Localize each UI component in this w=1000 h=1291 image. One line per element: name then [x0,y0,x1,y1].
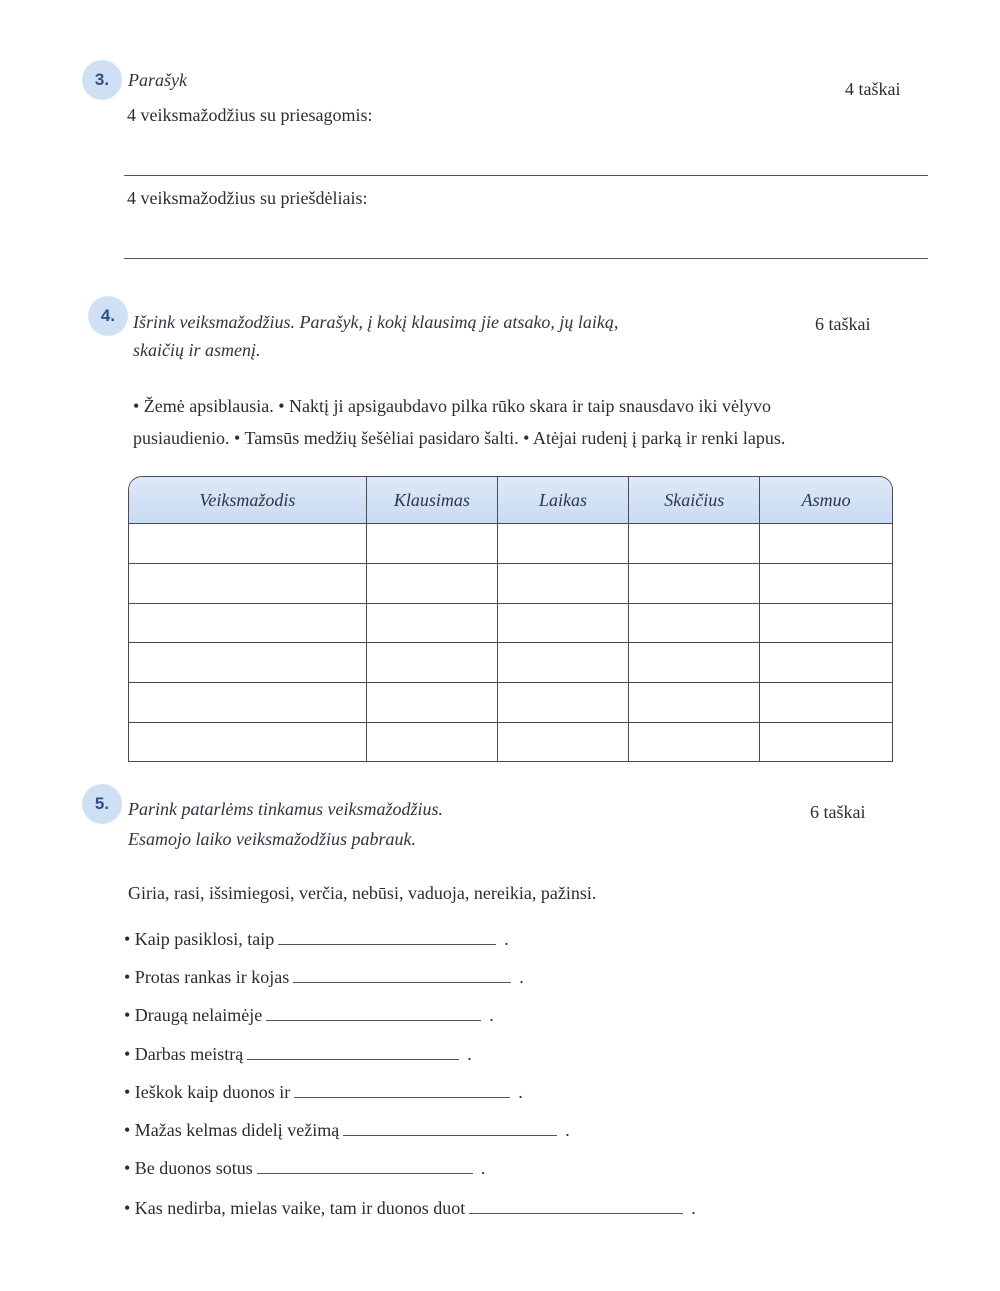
proverb-text: • Kas nedirba, mielas vaike, tam ir duonos duot [124,1198,466,1218]
proverb-blank-input[interactable] [343,1117,557,1136]
task-3-number-badge: 3. [82,60,122,100]
cell-verb [129,603,366,643]
proverb-text: • Ieškok kaip duonos ir [124,1082,291,1102]
number-cell-input[interactable] [629,723,759,761]
suffix-verbs-input[interactable] [124,148,928,176]
proverb-blank-input[interactable] [293,964,511,983]
cell-number [629,524,760,564]
period-mark: . [467,1044,472,1064]
cell-person [760,563,892,603]
cell-person [760,722,892,761]
column-header-number: Skaičius [629,477,760,524]
cell-question [366,563,497,603]
cell-tense [497,683,628,723]
task-4-text-line-1: • Žemė apsiblausia. • Naktį ji apsigaubdavo pilka rūko skara ir taip snausdavo iki vėlyvo [133,396,771,416]
table-row [129,722,892,761]
word-bank: Giria, rasi, išsimiegosi, verčia, nebūsi, vaduoja, nereikia, pažinsi. [128,883,597,903]
period-mark: . [519,967,524,987]
task-4-points: 6 taškai [815,314,871,334]
table-row [129,524,892,564]
answer-line [124,175,928,176]
cell-number [629,683,760,723]
proverb-item [124,1155,485,1180]
cell-number [629,643,760,683]
proverb-blank-input[interactable] [266,1002,481,1021]
verb-cell-input[interactable] [129,524,366,563]
task-4-instruction-line-2: skaičių ir asmenį. [133,340,261,360]
proverb-item [124,964,524,989]
proverb-text: • Darbas meistrą [124,1044,244,1064]
cell-number [629,563,760,603]
period-mark: . [489,1005,494,1025]
column-header-verb: Veiksmažodis [129,477,366,524]
cell-person [760,683,892,723]
tense-cell-input[interactable] [498,524,628,563]
cell-question [366,683,497,723]
column-header-tense: Laikas [497,477,628,524]
period-mark: . [480,1158,486,1178]
verb-cell-input[interactable] [129,604,366,643]
proverb-text: • Protas rankas ir kojas [124,967,290,987]
cell-verb [129,524,366,564]
cell-question [366,603,497,643]
person-cell-input[interactable] [760,683,892,722]
period-mark: . [691,1198,696,1218]
cell-verb [129,643,366,683]
cell-question [366,643,497,683]
proverb-blank-input[interactable] [247,1041,459,1060]
answer-line [124,258,928,259]
proverb-item [124,1079,523,1104]
question-cell-input[interactable] [367,723,497,761]
period-mark: . [518,1082,523,1102]
task-4-text-line-2: pusiaudienio. • Tamsūs medžių šešėliai pasidaro šalti. • Atėjai rudenį į parką ir renki lapus. [133,428,786,448]
task-3-points: 4 taškai [845,79,901,99]
proverb-text: • Draugą nelaimėje [124,1005,263,1025]
question-cell-input[interactable] [367,683,497,722]
number-cell-input[interactable] [629,604,759,643]
cell-number [629,722,760,761]
proverb-text: • Be duonos sotus [124,1158,253,1178]
task-5-number-badge: 5. [82,784,122,824]
cell-question [366,524,497,564]
task-3-title: Parašyk [128,70,187,90]
task-4-instruction-line-1: Išrink veiksmažodžius. Parašyk, į kokį klausimą jie atsako, jų laiką, [133,312,619,332]
verb-cell-input[interactable] [129,564,366,603]
task-5-instruction-line-1: Parink patarlėms tinkamus veiksmažodžius. [128,799,443,819]
verb-analysis-table [128,476,893,762]
period-mark: . [565,1120,570,1140]
table-row [129,563,892,603]
question-cell-input[interactable] [367,604,497,643]
person-cell-input[interactable] [760,524,892,563]
cell-person [760,643,892,683]
table-row [129,683,892,723]
cell-tense [497,563,628,603]
person-cell-input[interactable] [760,643,892,682]
cell-verb [129,683,366,723]
question-cell-input[interactable] [367,564,497,603]
verb-cell-input[interactable] [129,723,366,761]
proverb-blank-input[interactable] [469,1195,683,1214]
person-cell-input[interactable] [760,604,892,643]
proverb-item [124,926,509,951]
verb-cell-input[interactable] [129,683,366,722]
number-cell-input[interactable] [629,683,759,722]
cell-person [760,524,892,564]
column-header-person: Asmuo [760,477,892,524]
task-5-points: 6 taškai [810,802,866,822]
person-cell-input[interactable] [760,564,892,603]
cell-tense [497,603,628,643]
proverb-text: • Mažas kelmas didelį vežimą [124,1120,340,1140]
cell-person [760,603,892,643]
cell-tense [497,643,628,683]
tense-cell-input[interactable] [498,564,628,603]
task-3-prompt-prefixes: 4 veiksmažodžius su priešdėliais: [127,188,368,208]
question-cell-input[interactable] [367,643,497,682]
table-row [129,643,892,683]
proverb-blank-input[interactable] [278,926,496,945]
proverb-item [124,1117,570,1142]
table-row [129,603,892,643]
proverb-blank-input[interactable] [257,1155,473,1174]
task-5-instruction-line-2: Esamojo laiko veiksmažodžius pabrauk. [128,829,416,849]
cell-verb [129,563,366,603]
number-cell-input[interactable] [629,564,759,603]
proverb-item [124,1195,696,1220]
tense-cell-input[interactable] [498,723,628,761]
number-cell-input[interactable] [629,524,759,563]
prefix-verbs-input[interactable] [124,230,928,258]
tense-cell-input[interactable] [498,643,628,682]
cell-verb [129,722,366,761]
person-cell-input[interactable] [760,723,892,761]
number-cell-input[interactable] [629,643,759,682]
proverb-item [124,1002,494,1027]
cell-number [629,603,760,643]
task-3-prompt-suffixes: 4 veiksmažodžius su priesagomis: [127,105,373,125]
question-cell-input[interactable] [367,524,497,563]
cell-tense [497,524,628,564]
tense-cell-input[interactable] [498,604,628,643]
proverb-blank-input[interactable] [294,1079,510,1098]
cell-question [366,722,497,761]
tense-cell-input[interactable] [498,683,628,722]
proverb-item [124,1041,472,1066]
verb-cell-input[interactable] [129,643,366,682]
period-mark: . [504,929,509,949]
task-4-number-badge: 4. [88,296,128,336]
cell-tense [497,722,628,761]
column-header-question: Klausimas [366,477,497,524]
proverb-text: • Kaip pasiklosi, taip [124,929,275,949]
